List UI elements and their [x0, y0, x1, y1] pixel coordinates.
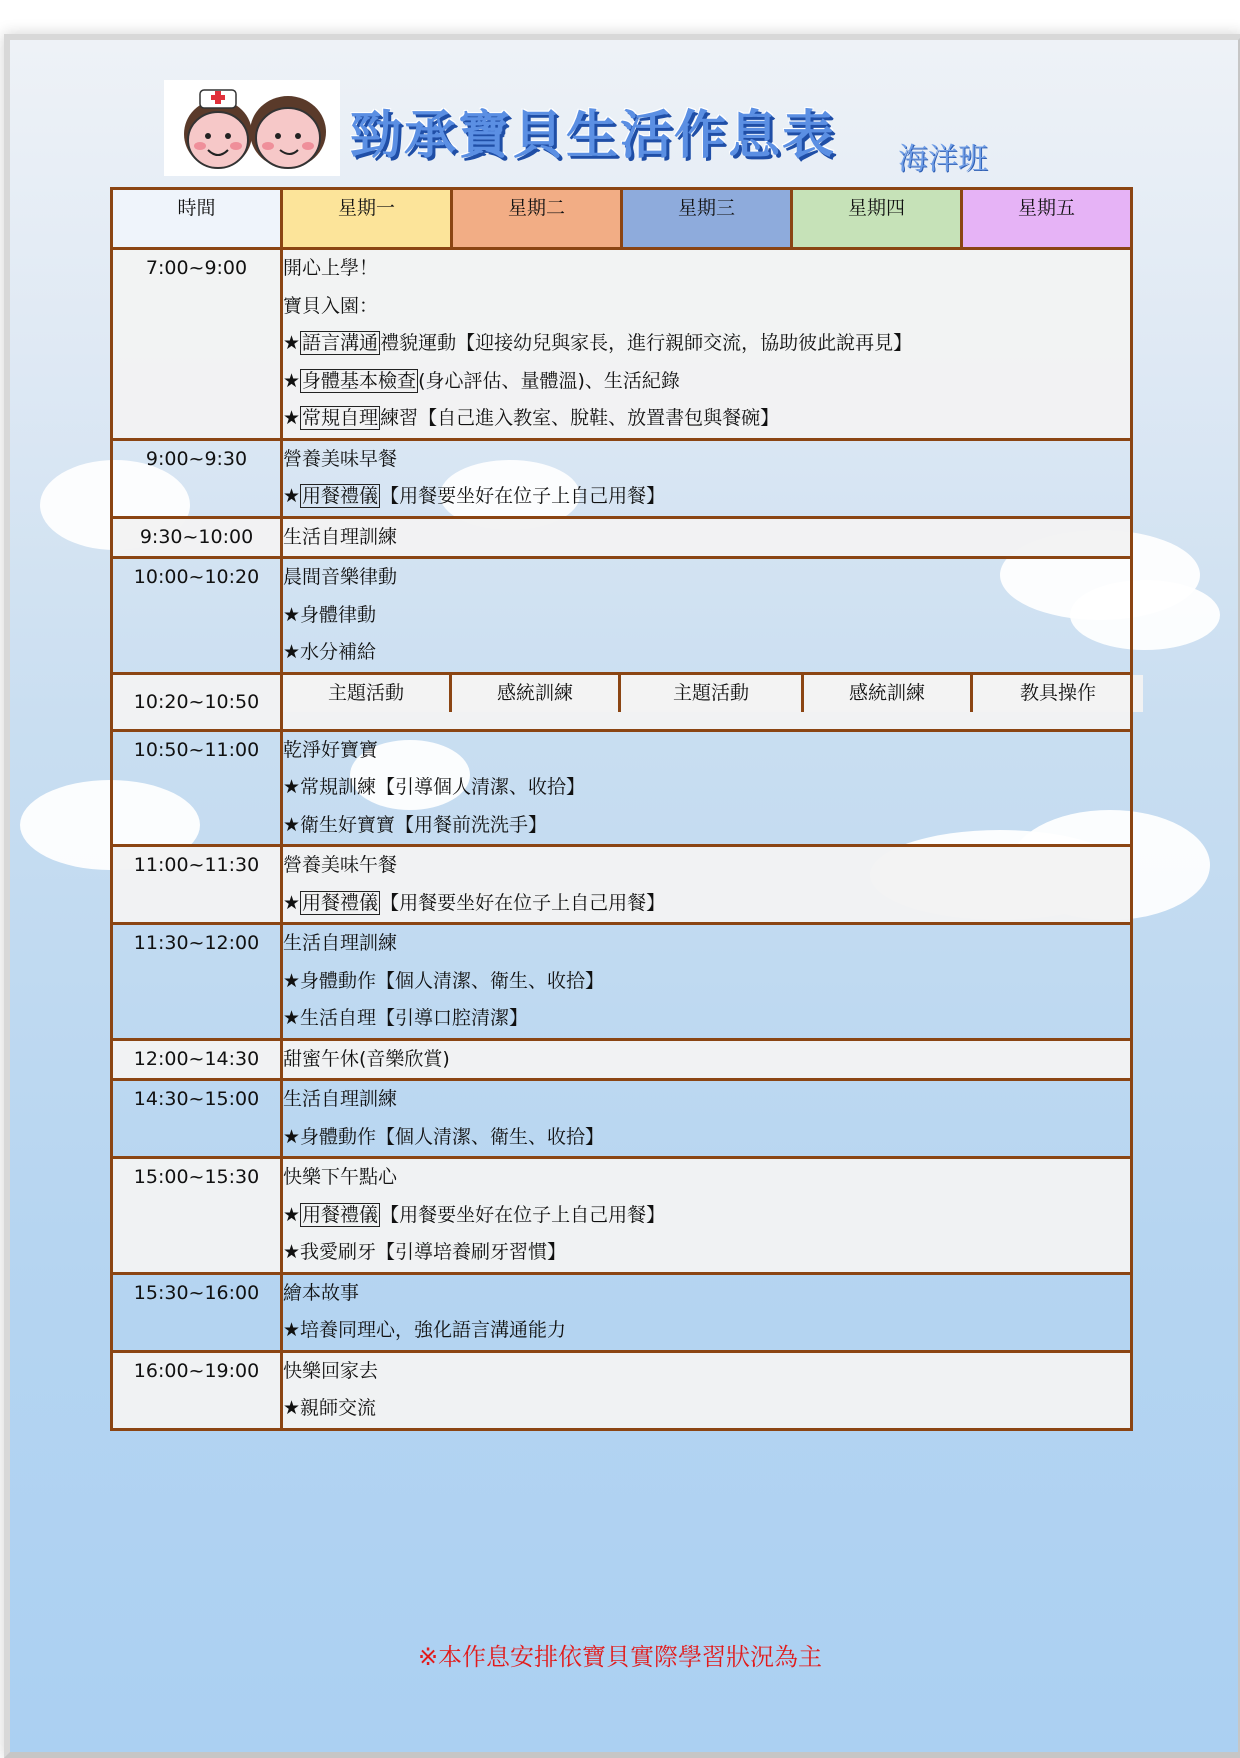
time-cell: 9:00~9:30	[112, 439, 282, 517]
activity-line	[283, 1197, 1130, 1235]
activity-line	[283, 478, 1130, 516]
activity-text: 禮貌運動【迎接幼兒與家長，進行親師交流，協助彼此說再見】	[380, 332, 913, 354]
boxed-keyword: 用餐禮儀	[302, 1203, 379, 1226]
boxed-keyword: 常規自理	[302, 407, 379, 429]
time-cell: 7:00~9:00	[112, 249, 282, 440]
time-cell: 15:30~16:00	[112, 1273, 282, 1351]
schedule-row	[112, 846, 1132, 924]
day-activity-cell: 主題活動	[283, 675, 451, 713]
day-activity-cell: 感統訓練	[451, 675, 620, 713]
activity-cell	[282, 439, 1132, 517]
activity-line	[283, 519, 1130, 557]
time-cell: 10:00~10:20	[112, 558, 282, 674]
activity-line	[283, 597, 1130, 635]
schedule-row	[112, 558, 1132, 674]
schedule-row	[112, 924, 1132, 1040]
star-bullet: ★	[283, 1203, 301, 1226]
activity-line	[283, 807, 1130, 845]
activity-line	[283, 1119, 1130, 1157]
star-bullet: ★	[283, 369, 301, 392]
day-activity-cell: 主題活動	[620, 675, 803, 713]
activity-line	[283, 885, 1130, 923]
time-cell: 16:00~19:00	[112, 1351, 282, 1429]
schedule-row	[112, 1039, 1132, 1080]
time-cell: 10:20~10:50	[112, 673, 282, 730]
footer-note: ※本作息安排依寶貝實際學習狀況為主	[417, 1643, 823, 1671]
header-row	[112, 189, 1132, 249]
activity-line	[283, 1234, 1130, 1272]
activity-text: (身心評估、量體溫)、生活紀錄	[418, 369, 680, 392]
activity-text: 寶貝入園：	[283, 294, 379, 317]
schedule-table	[110, 187, 1133, 1431]
activity-text: 晨間音樂律動	[283, 566, 398, 588]
boxed-keyword: 用餐禮儀	[302, 891, 379, 914]
activity-text: ★生活自理【引導口腔清潔】	[283, 1007, 529, 1029]
activity-line	[283, 1041, 1130, 1079]
schedule-row	[112, 1351, 1132, 1429]
activity-text: ★衛生好寶寶【用餐前洗洗手】	[283, 813, 548, 836]
activity-text: 開心上學！	[283, 257, 379, 279]
schedule-row	[112, 1158, 1132, 1274]
activity-text: 生活自理訓練	[283, 525, 398, 548]
day-activity-cell: 教具操作	[972, 675, 1144, 713]
time-cell: 9:30~10:00	[112, 517, 282, 558]
activity-text: 甜蜜午休(音樂欣賞)	[283, 1047, 450, 1070]
activity-text: ★身體動作【個人清潔、衛生、收拾】	[283, 969, 605, 992]
time-cell: 10:50~11:00	[112, 730, 282, 846]
header-day: 星期四	[792, 189, 962, 249]
activity-line	[283, 963, 1130, 1001]
activity-line	[283, 1000, 1130, 1038]
activity-text: 營養美味午餐	[283, 854, 398, 876]
schedule-row	[112, 249, 1132, 440]
activity-text: 【用餐要坐好在位子上自己用餐】	[380, 485, 666, 507]
activity-text: ★身體律動	[283, 603, 377, 626]
activity-line	[283, 1390, 1130, 1428]
schedule-row	[112, 730, 1132, 846]
activity-line	[283, 325, 1130, 363]
activity-cell	[282, 249, 1132, 440]
activity-line	[283, 1353, 1130, 1391]
header-day: 星期三	[622, 189, 792, 249]
activity-text: 練習【自己進入教室、脫鞋、放置書包與餐碗】	[380, 407, 780, 429]
activity-line	[283, 1275, 1130, 1313]
boxed-keyword: 用餐禮儀	[302, 485, 379, 507]
activity-line	[283, 1159, 1130, 1197]
activity-line	[283, 847, 1130, 885]
activity-cell	[282, 1273, 1132, 1351]
activity-text: ★親師交流	[283, 1397, 377, 1419]
activity-text: 生活自理訓練	[283, 1088, 398, 1110]
activity-line	[283, 250, 1130, 288]
schedule-row	[112, 673, 1132, 730]
activity-line	[283, 400, 1130, 438]
activity-line	[283, 769, 1130, 807]
activity-cell	[282, 558, 1132, 674]
boxed-keyword: 語言溝通	[302, 332, 379, 354]
schedule-row	[112, 1273, 1132, 1351]
header-time: 時間	[112, 189, 282, 249]
activity-cell	[282, 1351, 1132, 1429]
activity-cell	[282, 1158, 1132, 1274]
schedule-row	[112, 517, 1132, 558]
activity-cell	[282, 517, 1132, 558]
activity-line	[283, 925, 1130, 963]
activity-text: ★水分補給	[283, 641, 377, 663]
activity-text: 【用餐要坐好在位子上自己用餐】	[380, 1203, 666, 1226]
activity-cell	[282, 1039, 1132, 1080]
nurse-and-baby-logo	[164, 80, 340, 176]
header-day: 星期一	[282, 189, 452, 249]
schedule-row	[112, 1080, 1132, 1158]
activity-cell	[282, 846, 1132, 924]
boxed-keyword: 身體基本檢查	[302, 369, 417, 392]
time-cell: 14:30~15:00	[112, 1080, 282, 1158]
activity-line	[283, 1081, 1130, 1119]
class-name: 海洋班	[898, 142, 988, 177]
activity-text: 乾淨好寶寶	[283, 738, 379, 761]
activity-cell	[282, 924, 1132, 1040]
activity-line	[283, 441, 1130, 479]
star-bullet: ★	[283, 332, 301, 354]
activity-text: 快樂回家去	[283, 1359, 379, 1382]
activity-line	[283, 634, 1130, 672]
header-day: 星期二	[452, 189, 622, 249]
activity-text: 快樂下午點心	[283, 1166, 398, 1188]
activity-text: ★常規訓練【引導個人清潔、收拾】	[283, 776, 586, 798]
activity-text: ★我愛刷牙【引導培養刷牙習慣】	[283, 1241, 567, 1263]
daily-activities-cell	[282, 673, 1132, 730]
activity-text: 營養美味早餐	[283, 447, 398, 470]
header-day: 星期五	[962, 189, 1132, 249]
day-activity-cell: 感統訓練	[803, 675, 972, 713]
page-title: 勁承寶貝生活作息表	[350, 106, 837, 166]
activity-cell	[282, 730, 1132, 846]
star-bullet: ★	[283, 485, 301, 507]
activity-text: 繪本故事	[283, 1281, 360, 1304]
time-cell: 15:00~15:30	[112, 1158, 282, 1274]
time-cell: 11:00~11:30	[112, 846, 282, 924]
activity-text: ★身體動作【個人清潔、衛生、收拾】	[283, 1125, 605, 1148]
activity-text: 生活自理訓練	[283, 932, 398, 954]
activity-line	[283, 732, 1130, 770]
schedule-row	[112, 439, 1132, 517]
star-bullet: ★	[283, 891, 301, 914]
activity-text: ★培養同理心，強化語言溝通能力	[283, 1319, 567, 1341]
activity-line	[283, 363, 1130, 401]
activity-line	[283, 1312, 1130, 1350]
activity-line	[283, 559, 1130, 597]
time-cell: 12:00~14:30	[112, 1039, 282, 1080]
time-cell: 11:30~12:00	[112, 924, 282, 1040]
activity-text: 【用餐要坐好在位子上自己用餐】	[380, 891, 666, 914]
activity-cell	[282, 1080, 1132, 1158]
star-bullet: ★	[283, 407, 301, 429]
activity-line	[283, 288, 1130, 326]
